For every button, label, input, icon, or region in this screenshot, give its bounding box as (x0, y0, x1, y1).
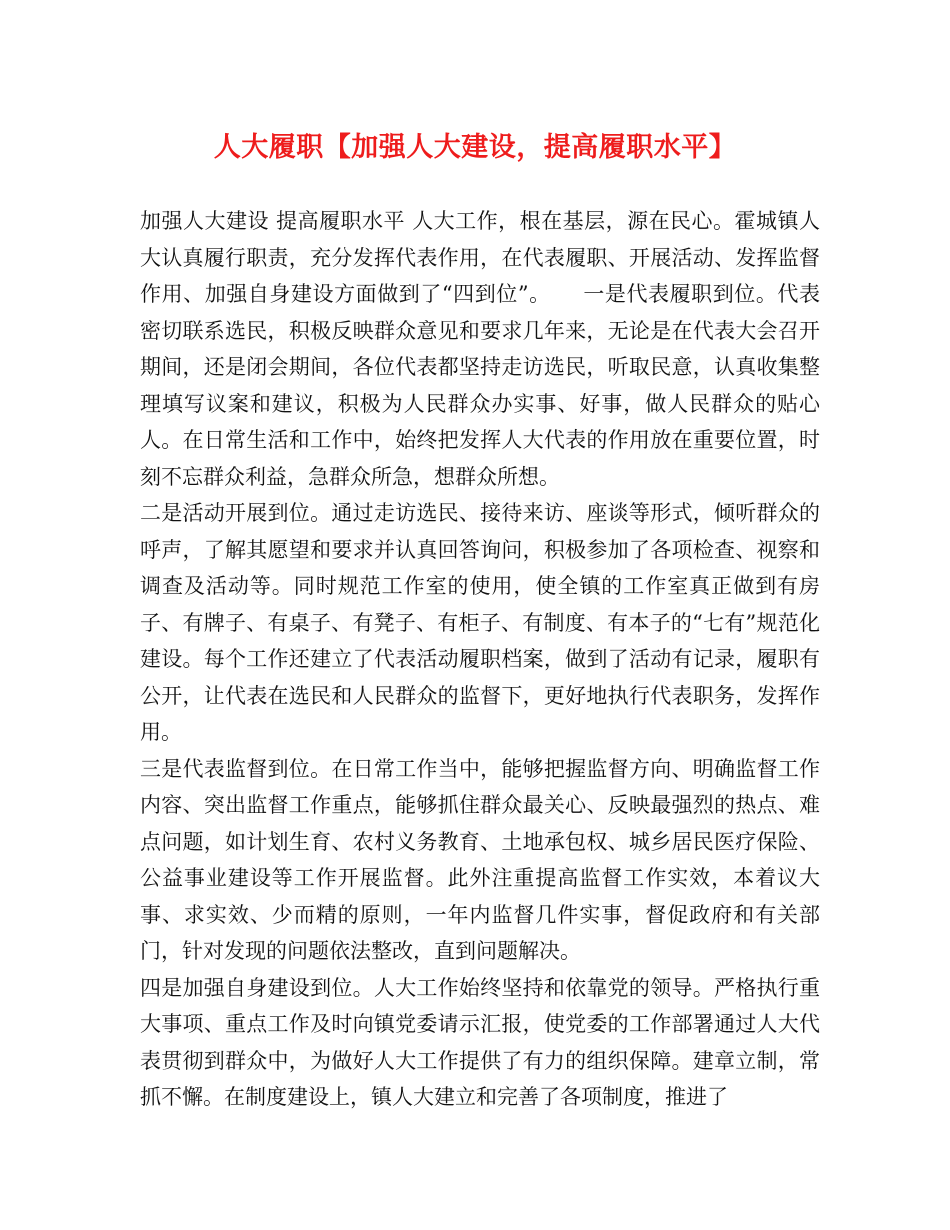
paragraph-4: 四是加强自身建设到位。人大工作始终坚持和依靠党的领导。严格执行重大事项、重点工作及时向镇党委请示汇报，使党委的工作部署通过人大代表贯彻到群众中，为做好人大工作提供了有力的组织保障。建章立制，常抓不懈。在制度建设上，镇人大建立和完善了各项制度，推进了 (140, 975, 820, 1109)
document-body (140, 203, 820, 1116)
paragraph-1: 加强人大建设 提高履职水平 人大工作，根在基层，源在民心。霍城镇人大认真履行职责，充分发挥代表作用，在代表履职、开展活动、发挥监督作用、加强自身建设方面做到了“四到位”。 一是代表履职到位。代表密切联系选民，积极反映群众意见和要求几年来，无论是在代表大会召开期间，还是闭会期间，各位代表都坚持走访选民，听取民意，认真收集整理填写议案和建议，积极为人民群众办实事、好事，做人民群众的贴心人。在日常生活和工作中，始终把发挥人大代表的作用放在重要位置，时刻不忘群众利益，急群众所急，想群众所想。 (140, 209, 820, 489)
document-title: 人大履职【加强人大建设，提高履职水平】 (213, 132, 737, 163)
paragraph-3: 三是代表监督到位。在日常工作当中，能够把握监督方向、明确监督工作内容、突出监督工作重点，能够抓住群众最关心、反映最强烈的热点、难点问题，如计划生育、农村义务教育、土地承包权、城乡居民医疗保险、公益事业建设等工作开展监督。此外注重提高监督工作实效，本着议大事、求实效、少而精的原则，一年内监督几件实事，督促政府和有关部门，针对发现的问题依法整改，直到问题解决。 (140, 756, 820, 963)
paragraph-2: 二是活动开展到位。通过走访选民、接待来访、座谈等形式，倾听群众的呼声，了解其愿望和要求并认真回答询问，积极参加了各项检查、视察和调查及活动等。同时规范工作室的使用，使全镇的工作室真正做到有房子、有牌子、有桌子、有凳子、有柜子、有制度、有本子的“七有”规范化建设。每个工作还建立了代表活动履职档案，做到了活动有记录，履职有公开，让代表在选民和人民群众的监督下，更好地执行代表职务，发挥作用。 (140, 501, 820, 744)
